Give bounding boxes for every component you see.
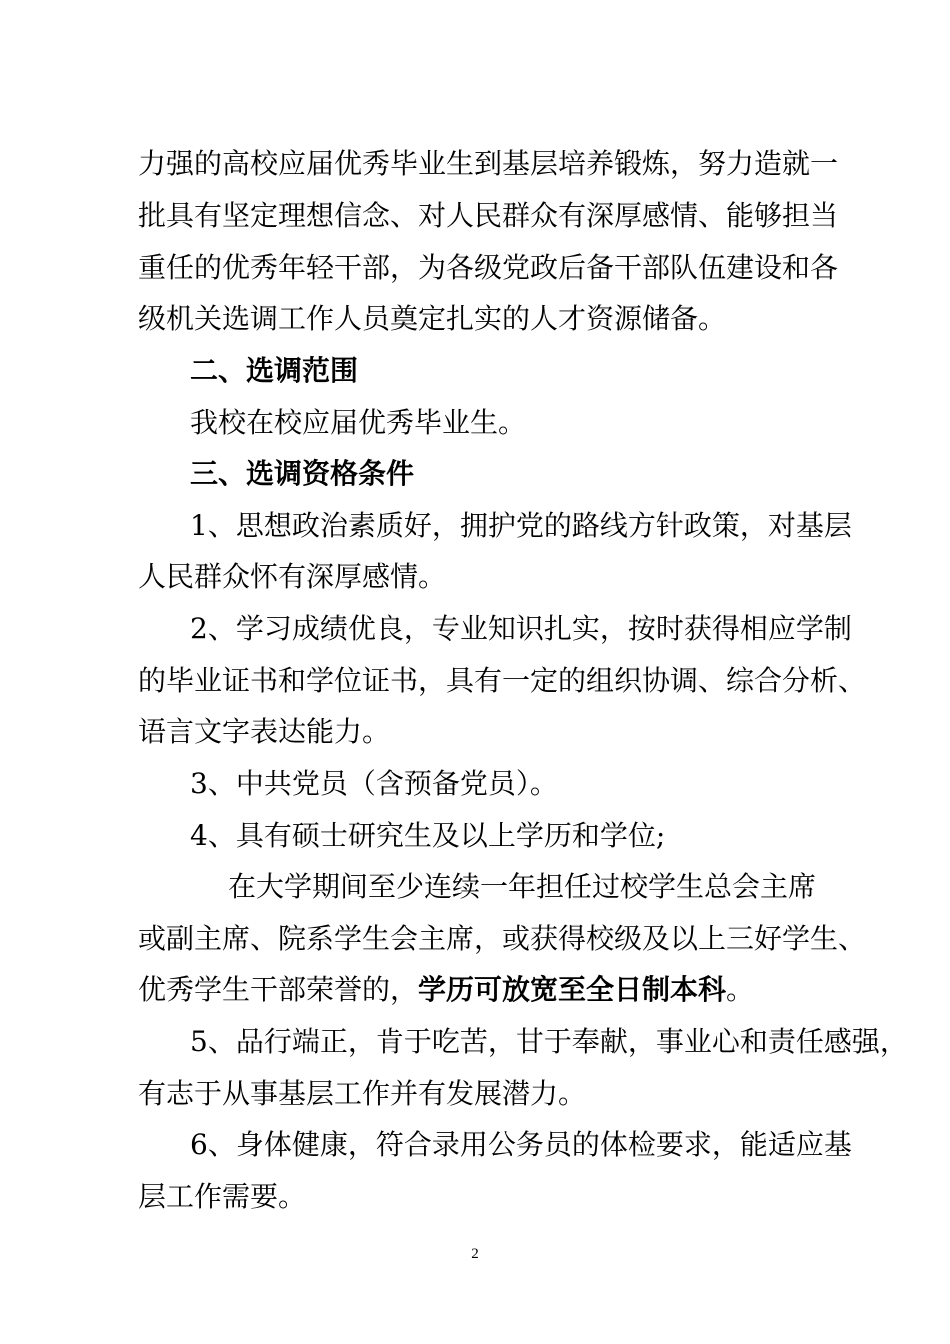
qualification-item-2-cont: 的毕业证书和学位证书，具有一定的组织协调、综合分析、: [138, 664, 867, 697]
note-text: 优秀学生干部荣誉的，: [138, 973, 419, 1006]
page-number: 2: [471, 1246, 479, 1262]
relaxed-requirement-emphasis: 学历可放宽至全日制本科: [418, 973, 727, 1006]
paragraph-line: 力强的高校应届优秀毕业生到基层培养锻炼，努力造就一: [138, 147, 839, 180]
qualification-item-1: 1、思想政治素质好，拥护党的路线方针政策，对基层: [190, 509, 852, 542]
section-heading-scope: 二、选调范围: [190, 354, 359, 387]
paragraph-line: 重任的优秀年轻干部，为各级党政后备干部队伍建设和各: [138, 251, 839, 284]
qualification-item-4-note: 在大学期间至少连续一年担任过校学生总会主席: [228, 870, 817, 903]
qualification-item-6-cont: 层工作需要。: [138, 1180, 307, 1213]
qualification-item-5-cont: 有志于从事基层工作并有发展潜力。: [138, 1077, 587, 1110]
scope-text: 我校在校应届优秀毕业生。: [190, 406, 527, 439]
qualification-item-1-cont: 人民群众怀有深厚感情。: [138, 560, 447, 593]
qualification-item-2-cont: 语言文字表达能力。: [138, 715, 391, 748]
qualification-item-2: 2、学习成绩优良，专业知识扎实，按时获得相应学制: [190, 612, 852, 645]
qualification-item-5: 5、品行端正，肯于吃苦，甘于奉献，事业心和责任感强，: [190, 1025, 908, 1058]
paragraph-line: 级机关选调工作人员奠定扎实的人才资源储备。: [138, 302, 727, 335]
qualification-item-4-note-end: [138, 972, 754, 1008]
note-period: 。: [726, 973, 755, 1006]
qualification-item-4: 4、具有硕士研究生及以上学历和学位;: [190, 819, 666, 852]
paragraph-line: 批具有坚定理想信念、对人民群众有深厚感情、能够担当: [138, 199, 839, 232]
section-heading-qualifications: 三、选调资格条件: [190, 457, 415, 490]
qualification-item-6: 6、身体健康，符合录用公务员的体检要求，能适应基: [190, 1128, 852, 1161]
qualification-item-3: 3、中共党员（含预备党员）。: [190, 767, 558, 800]
qualification-item-4-note-cont: 或副主席、院系学生会主席，或获得校级及以上三好学生、: [138, 922, 867, 955]
